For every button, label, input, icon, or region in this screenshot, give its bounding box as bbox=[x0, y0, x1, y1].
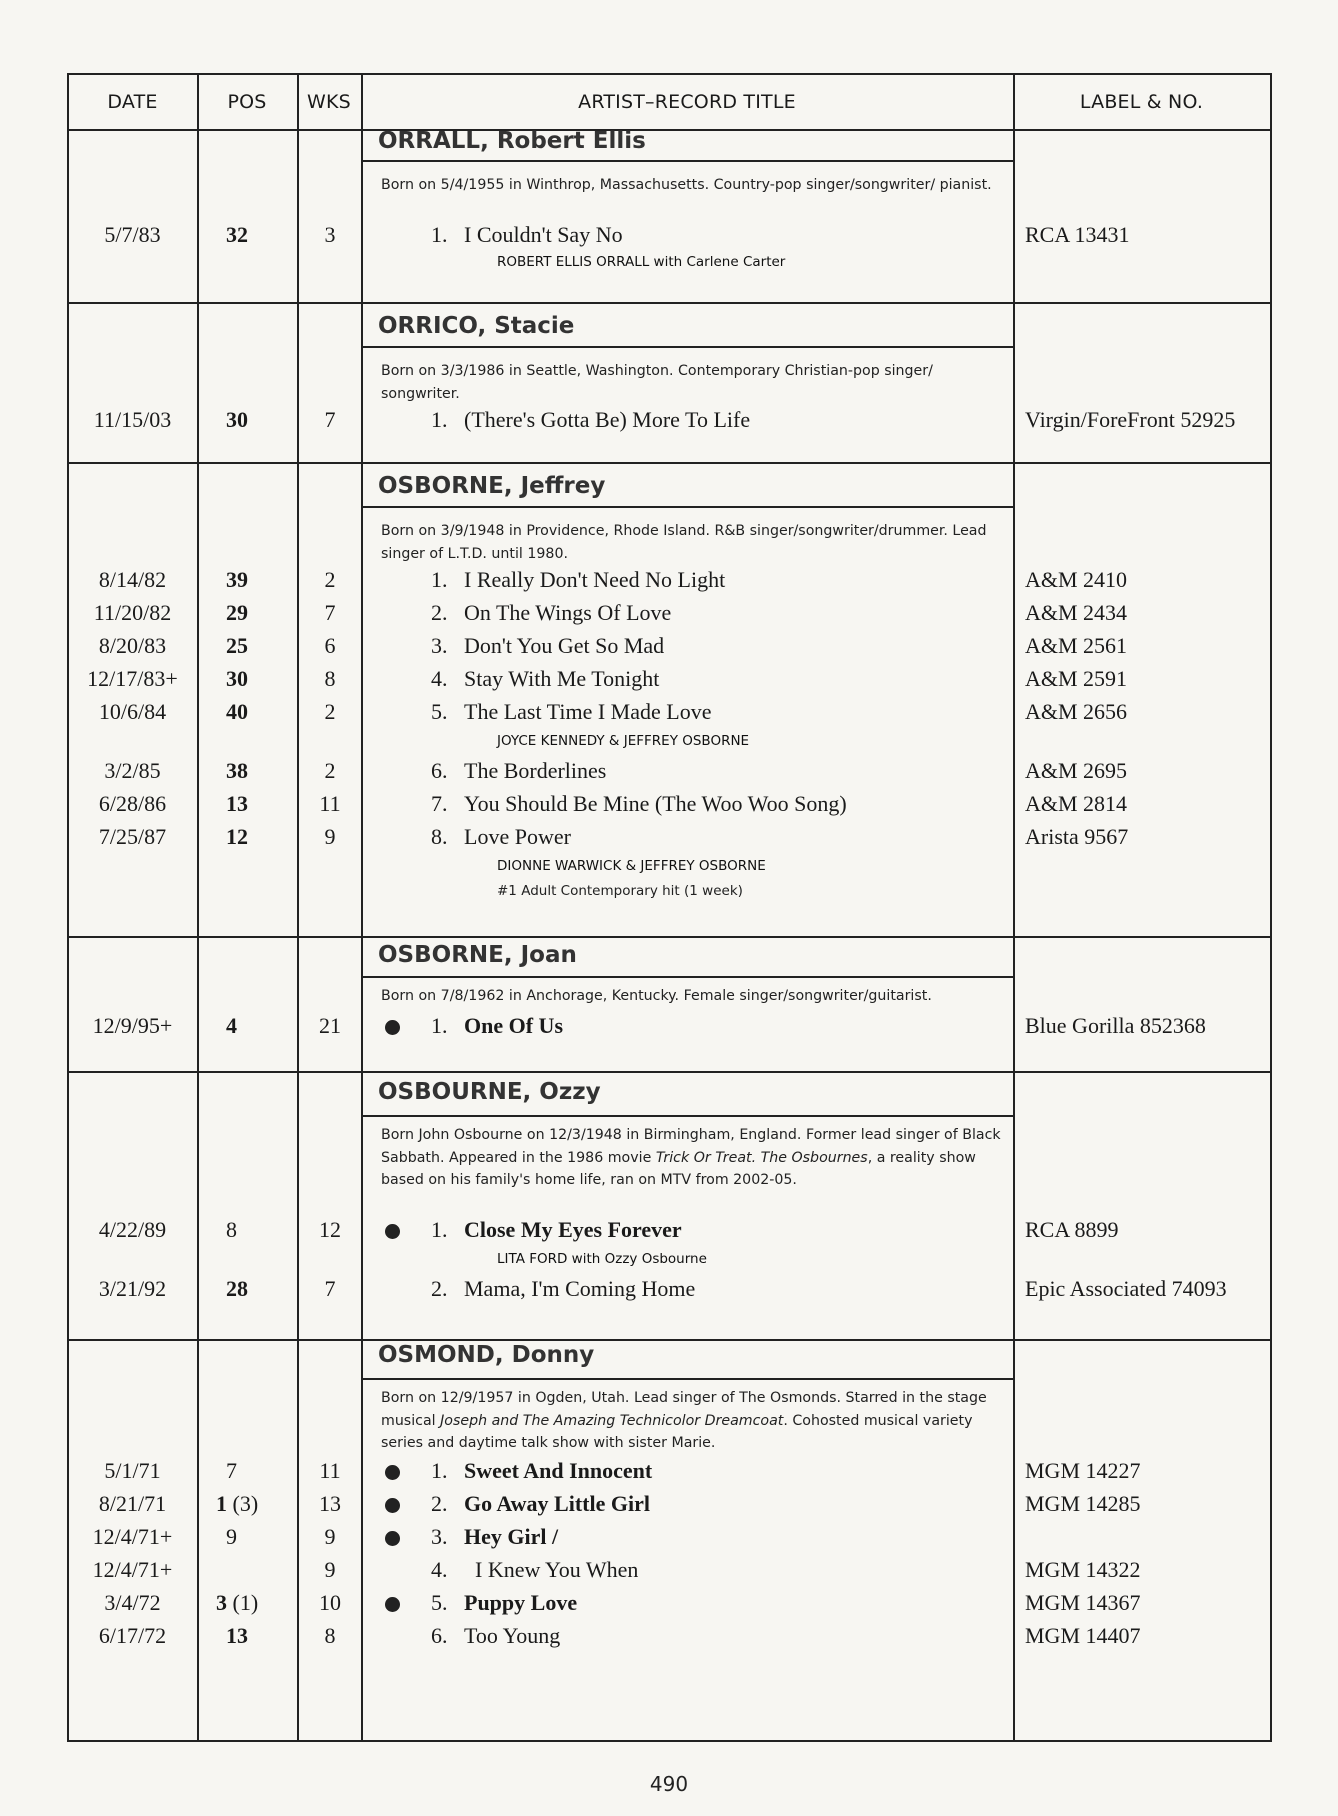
record-label: A&M 2591 bbox=[1025, 666, 1128, 691]
record-label: A&M 2410 bbox=[1025, 567, 1128, 592]
record-title: Love Power bbox=[464, 824, 571, 849]
artist-bio: Born on 3/3/1986 in Seattle, Washington. Contemporary Christian-pop singer/ songwriter. bbox=[381, 363, 933, 402]
chart-date: 4/22/89 bbox=[98, 1217, 167, 1242]
column-header-wks: WKS bbox=[307, 90, 351, 113]
peak-position: 39 bbox=[226, 567, 248, 592]
section-separator bbox=[67, 302, 1271, 304]
column-header-date: DATE bbox=[107, 90, 158, 113]
gold-record-bullet-icon bbox=[385, 1020, 400, 1035]
record-row bbox=[67, 758, 1271, 792]
record-number: 5. bbox=[431, 1590, 448, 1615]
record-label: RCA 13431 bbox=[1025, 222, 1130, 247]
record-title: You Should Be Mine (The Woo Woo Song) bbox=[464, 791, 847, 816]
record-title: On The Wings Of Love bbox=[464, 600, 672, 625]
section-separator bbox=[67, 462, 1271, 464]
record-label: Epic Associated 74093 bbox=[1025, 1276, 1227, 1301]
artist-name-separator bbox=[361, 346, 1014, 348]
record-number: 7. bbox=[431, 791, 448, 816]
record-number: 1. bbox=[431, 1013, 448, 1038]
record-title: Go Away Little Girl bbox=[464, 1491, 650, 1516]
peak-position: 7 bbox=[226, 1458, 237, 1483]
record-row bbox=[67, 1458, 1271, 1492]
record-number: 8. bbox=[431, 824, 448, 849]
weeks-charted: 2 bbox=[324, 567, 336, 592]
section-separator bbox=[67, 936, 1271, 938]
chart-date: 12/17/83+ bbox=[87, 666, 178, 691]
record-number: 3. bbox=[431, 1524, 448, 1549]
peak-position: 12 bbox=[226, 824, 248, 849]
peak-position: 28 bbox=[226, 1276, 248, 1301]
record-title: I Couldn't Say No bbox=[464, 222, 623, 247]
chart-date: 12/4/71+ bbox=[92, 1524, 173, 1549]
record-title: Close My Eyes Forever bbox=[464, 1217, 682, 1242]
weeks-charted: 7 bbox=[324, 407, 336, 432]
peak-position: 8 bbox=[226, 1217, 237, 1242]
peak-position: 9 bbox=[226, 1524, 237, 1549]
record-label: MGM 14285 bbox=[1025, 1491, 1141, 1516]
record-number: 1. bbox=[431, 1217, 448, 1242]
record-row bbox=[67, 567, 1271, 601]
peak-position: 30 bbox=[226, 407, 248, 432]
artist-name: OSBORNE, Jeffrey bbox=[378, 473, 606, 499]
weeks-charted: 9 bbox=[324, 824, 336, 849]
record-label: MGM 14367 bbox=[1025, 1590, 1141, 1615]
weeks-charted: 7 bbox=[324, 1276, 336, 1301]
record-number: 2. bbox=[431, 600, 448, 625]
section-separator bbox=[67, 1339, 1271, 1341]
record-title: The Borderlines bbox=[464, 758, 607, 783]
artist-name-separator bbox=[361, 160, 1014, 162]
record-label: RCA 8899 bbox=[1025, 1217, 1119, 1242]
record-label: MGM 14227 bbox=[1025, 1458, 1141, 1483]
artist-bio: Born on 7/8/1962 in Anchorage, Kentucky. Female singer/songwriter/guitarist. bbox=[381, 988, 932, 1004]
chart-date: 8/14/82 bbox=[98, 567, 167, 592]
record-title: Sweet And Innocent bbox=[464, 1458, 653, 1483]
record-title: One Of Us bbox=[464, 1013, 563, 1038]
record-title: Too Young bbox=[464, 1623, 561, 1648]
artist-name: OSBOURNE, Ozzy bbox=[378, 1079, 601, 1105]
record-number: 4. bbox=[431, 666, 448, 691]
peak-position: 4 bbox=[226, 1013, 237, 1038]
record-row bbox=[67, 1590, 1271, 1624]
weeks-charted: 9 bbox=[324, 1557, 336, 1582]
record-number: 2. bbox=[431, 1276, 448, 1301]
chart-date: 5/7/83 bbox=[104, 222, 161, 247]
gold-record-bullet-icon bbox=[385, 1465, 400, 1480]
record-row bbox=[67, 1623, 1271, 1657]
record-row bbox=[67, 407, 1271, 441]
weeks-charted: 12 bbox=[319, 1217, 341, 1242]
weeks-charted: 3 bbox=[324, 222, 336, 247]
record-label: Blue Gorilla 852368 bbox=[1025, 1013, 1206, 1038]
record-row bbox=[67, 633, 1271, 667]
artist-name-separator bbox=[361, 1115, 1014, 1117]
record-title: (There's Gotta Be) More To Life bbox=[464, 407, 751, 432]
weeks-charted: 7 bbox=[324, 600, 336, 625]
peak-position: 3 bbox=[216, 1590, 227, 1615]
chart-date: 6/17/72 bbox=[98, 1623, 167, 1648]
chart-date: 7/25/87 bbox=[98, 824, 167, 849]
record-row bbox=[67, 222, 1271, 256]
chart-date: 11/15/03 bbox=[93, 407, 172, 432]
record-number: 1. bbox=[431, 567, 448, 592]
weeks-charted: 8 bbox=[324, 1623, 336, 1648]
chart-date: 6/28/86 bbox=[98, 791, 167, 816]
weeks-charted: 13 bbox=[319, 1491, 341, 1516]
record-label: Virgin/ForeFront 52925 bbox=[1025, 407, 1236, 432]
weeks-charted: 11 bbox=[319, 1458, 341, 1483]
record-title: I Knew You When bbox=[475, 1557, 639, 1582]
record-number: 2. bbox=[431, 1491, 448, 1516]
artist-name-separator bbox=[361, 1378, 1014, 1380]
record-title: I Really Don't Need No Light bbox=[464, 567, 726, 592]
record-number: 6. bbox=[431, 1623, 448, 1648]
peak-position: 1 bbox=[216, 1491, 227, 1516]
gold-record-bullet-icon bbox=[385, 1224, 400, 1239]
gold-record-bullet-icon bbox=[385, 1531, 400, 1546]
peak-position: 32 bbox=[226, 222, 248, 247]
artist-bio: Born on 5/4/1955 in Winthrop, Massachusetts. Country-pop singer/songwriter/ pianist. bbox=[381, 177, 992, 193]
record-number: 5. bbox=[431, 699, 448, 724]
chart-date: 10/6/84 bbox=[98, 699, 167, 724]
record-number: 1. bbox=[431, 222, 448, 247]
record-title: The Last Time I Made Love bbox=[464, 699, 712, 724]
weeks-charted: 11 bbox=[319, 791, 341, 816]
weeks-at-peak: (3) bbox=[232, 1491, 259, 1516]
artist-name: ORRICO, Stacie bbox=[378, 313, 575, 339]
column-header-title: ARTIST–RECORD TITLE bbox=[578, 90, 796, 113]
weeks-charted: 8 bbox=[324, 666, 336, 691]
record-row bbox=[67, 1524, 1271, 1558]
weeks-charted: 10 bbox=[319, 1590, 341, 1615]
record-number: 1. bbox=[431, 407, 448, 432]
weeks-charted: 21 bbox=[319, 1013, 341, 1038]
record-credit: JOYCE KENNEDY & JEFFREY OSBORNE bbox=[497, 733, 750, 749]
record-credit: LITA FORD with Ozzy Osbourne bbox=[497, 1251, 707, 1267]
record-row bbox=[67, 1491, 1271, 1525]
record-number: 6. bbox=[431, 758, 448, 783]
record-title: Don't You Get So Mad bbox=[464, 633, 665, 658]
weeks-charted: 6 bbox=[324, 633, 336, 658]
table-bottom-border bbox=[67, 1740, 1271, 1742]
record-row bbox=[67, 666, 1271, 700]
record-label: A&M 2656 bbox=[1025, 699, 1128, 724]
weeks-charted: 2 bbox=[324, 758, 336, 783]
weeks-charted: 9 bbox=[324, 1524, 336, 1549]
record-note: #1 Adult Contemporary hit (1 week) bbox=[497, 883, 743, 899]
weeks-at-peak: (1) bbox=[232, 1590, 259, 1615]
record-title: Mama, I'm Coming Home bbox=[464, 1276, 696, 1301]
record-label: A&M 2434 bbox=[1025, 600, 1128, 625]
chart-date: 11/20/82 bbox=[93, 600, 172, 625]
weeks-charted: 2 bbox=[324, 699, 336, 724]
artist-bio: Born on 12/9/1957 in Ogden, Utah. Lead singer of The Osmonds. Starred in the stage musical Joseph and The Amazing Technicolor Dreamcoat. Cohosted musical variety series and daytime talk show with sister Marie. bbox=[381, 1390, 987, 1451]
record-row bbox=[67, 1557, 1271, 1591]
artist-name-separator bbox=[361, 976, 1014, 978]
peak-position: 38 bbox=[226, 758, 248, 783]
chart-date: 12/9/95+ bbox=[92, 1013, 173, 1038]
peak-position: 29 bbox=[226, 600, 248, 625]
record-number: 3. bbox=[431, 633, 448, 658]
column-header-label: LABEL & NO. bbox=[1079, 90, 1204, 113]
chart-date: 8/21/71 bbox=[98, 1491, 167, 1516]
chart-date: 12/4/71+ bbox=[92, 1557, 173, 1582]
section-separator bbox=[67, 1071, 1271, 1073]
record-title: Stay With Me Tonight bbox=[464, 666, 660, 691]
artist-name-separator bbox=[361, 506, 1014, 508]
record-credit: ROBERT ELLIS ORRALL with Carlene Carter bbox=[497, 254, 786, 270]
gold-record-bullet-icon bbox=[385, 1498, 400, 1513]
peak-position: 40 bbox=[226, 699, 248, 724]
record-label: Arista 9567 bbox=[1025, 824, 1129, 849]
gold-record-bullet-icon bbox=[385, 1597, 400, 1612]
record-row bbox=[67, 791, 1271, 825]
record-label: MGM 14407 bbox=[1025, 1623, 1141, 1648]
column-header-pos: POS bbox=[227, 90, 267, 113]
chart-date: 8/20/83 bbox=[98, 633, 167, 658]
record-row bbox=[67, 1013, 1271, 1047]
artist-name: OSBORNE, Joan bbox=[378, 942, 577, 968]
record-row bbox=[67, 1217, 1271, 1251]
peak-position: 13 bbox=[226, 1623, 248, 1648]
record-number: 4. bbox=[431, 1557, 448, 1582]
chart-date: 3/4/72 bbox=[104, 1590, 161, 1615]
record-label: A&M 2561 bbox=[1025, 633, 1128, 658]
peak-position: 30 bbox=[226, 666, 248, 691]
chart-date: 5/1/71 bbox=[104, 1458, 161, 1483]
record-label: A&M 2814 bbox=[1025, 791, 1128, 816]
artist-bio: Born on 3/9/1948 in Providence, Rhode Island. R&B singer/songwriter/drummer. Lead singer of L.T.D. until 1980. bbox=[381, 523, 987, 562]
record-number: 1. bbox=[431, 1458, 448, 1483]
record-title: Puppy Love bbox=[464, 1590, 578, 1615]
record-row bbox=[67, 699, 1271, 733]
chart-date: 3/2/85 bbox=[104, 758, 161, 783]
artist-name: OSMOND, Donny bbox=[378, 1342, 595, 1368]
record-row bbox=[67, 1276, 1271, 1310]
artist-name: ORRALL, Robert Ellis bbox=[378, 128, 646, 154]
record-row bbox=[67, 824, 1271, 858]
record-label: MGM 14322 bbox=[1025, 1557, 1141, 1582]
record-credit: DIONNE WARWICK & JEFFREY OSBORNE bbox=[497, 858, 766, 874]
record-label: A&M 2695 bbox=[1025, 758, 1128, 783]
peak-position: 13 bbox=[226, 791, 248, 816]
record-title: Hey Girl / bbox=[464, 1524, 559, 1549]
chart-date: 3/21/92 bbox=[98, 1276, 167, 1301]
peak-position: 25 bbox=[226, 633, 248, 658]
record-row bbox=[67, 600, 1271, 634]
page-number: 490 bbox=[649, 1772, 689, 1796]
artist-bio: Born John Osbourne on 12/3/1948 in Birmingham, England. Former lead singer of Black Sabbath. Appeared in the 1986 movie Trick Or Treat. The Osbournes, a reality show based on his family's home life, ran on MTV from 2002-05. bbox=[381, 1127, 1001, 1188]
